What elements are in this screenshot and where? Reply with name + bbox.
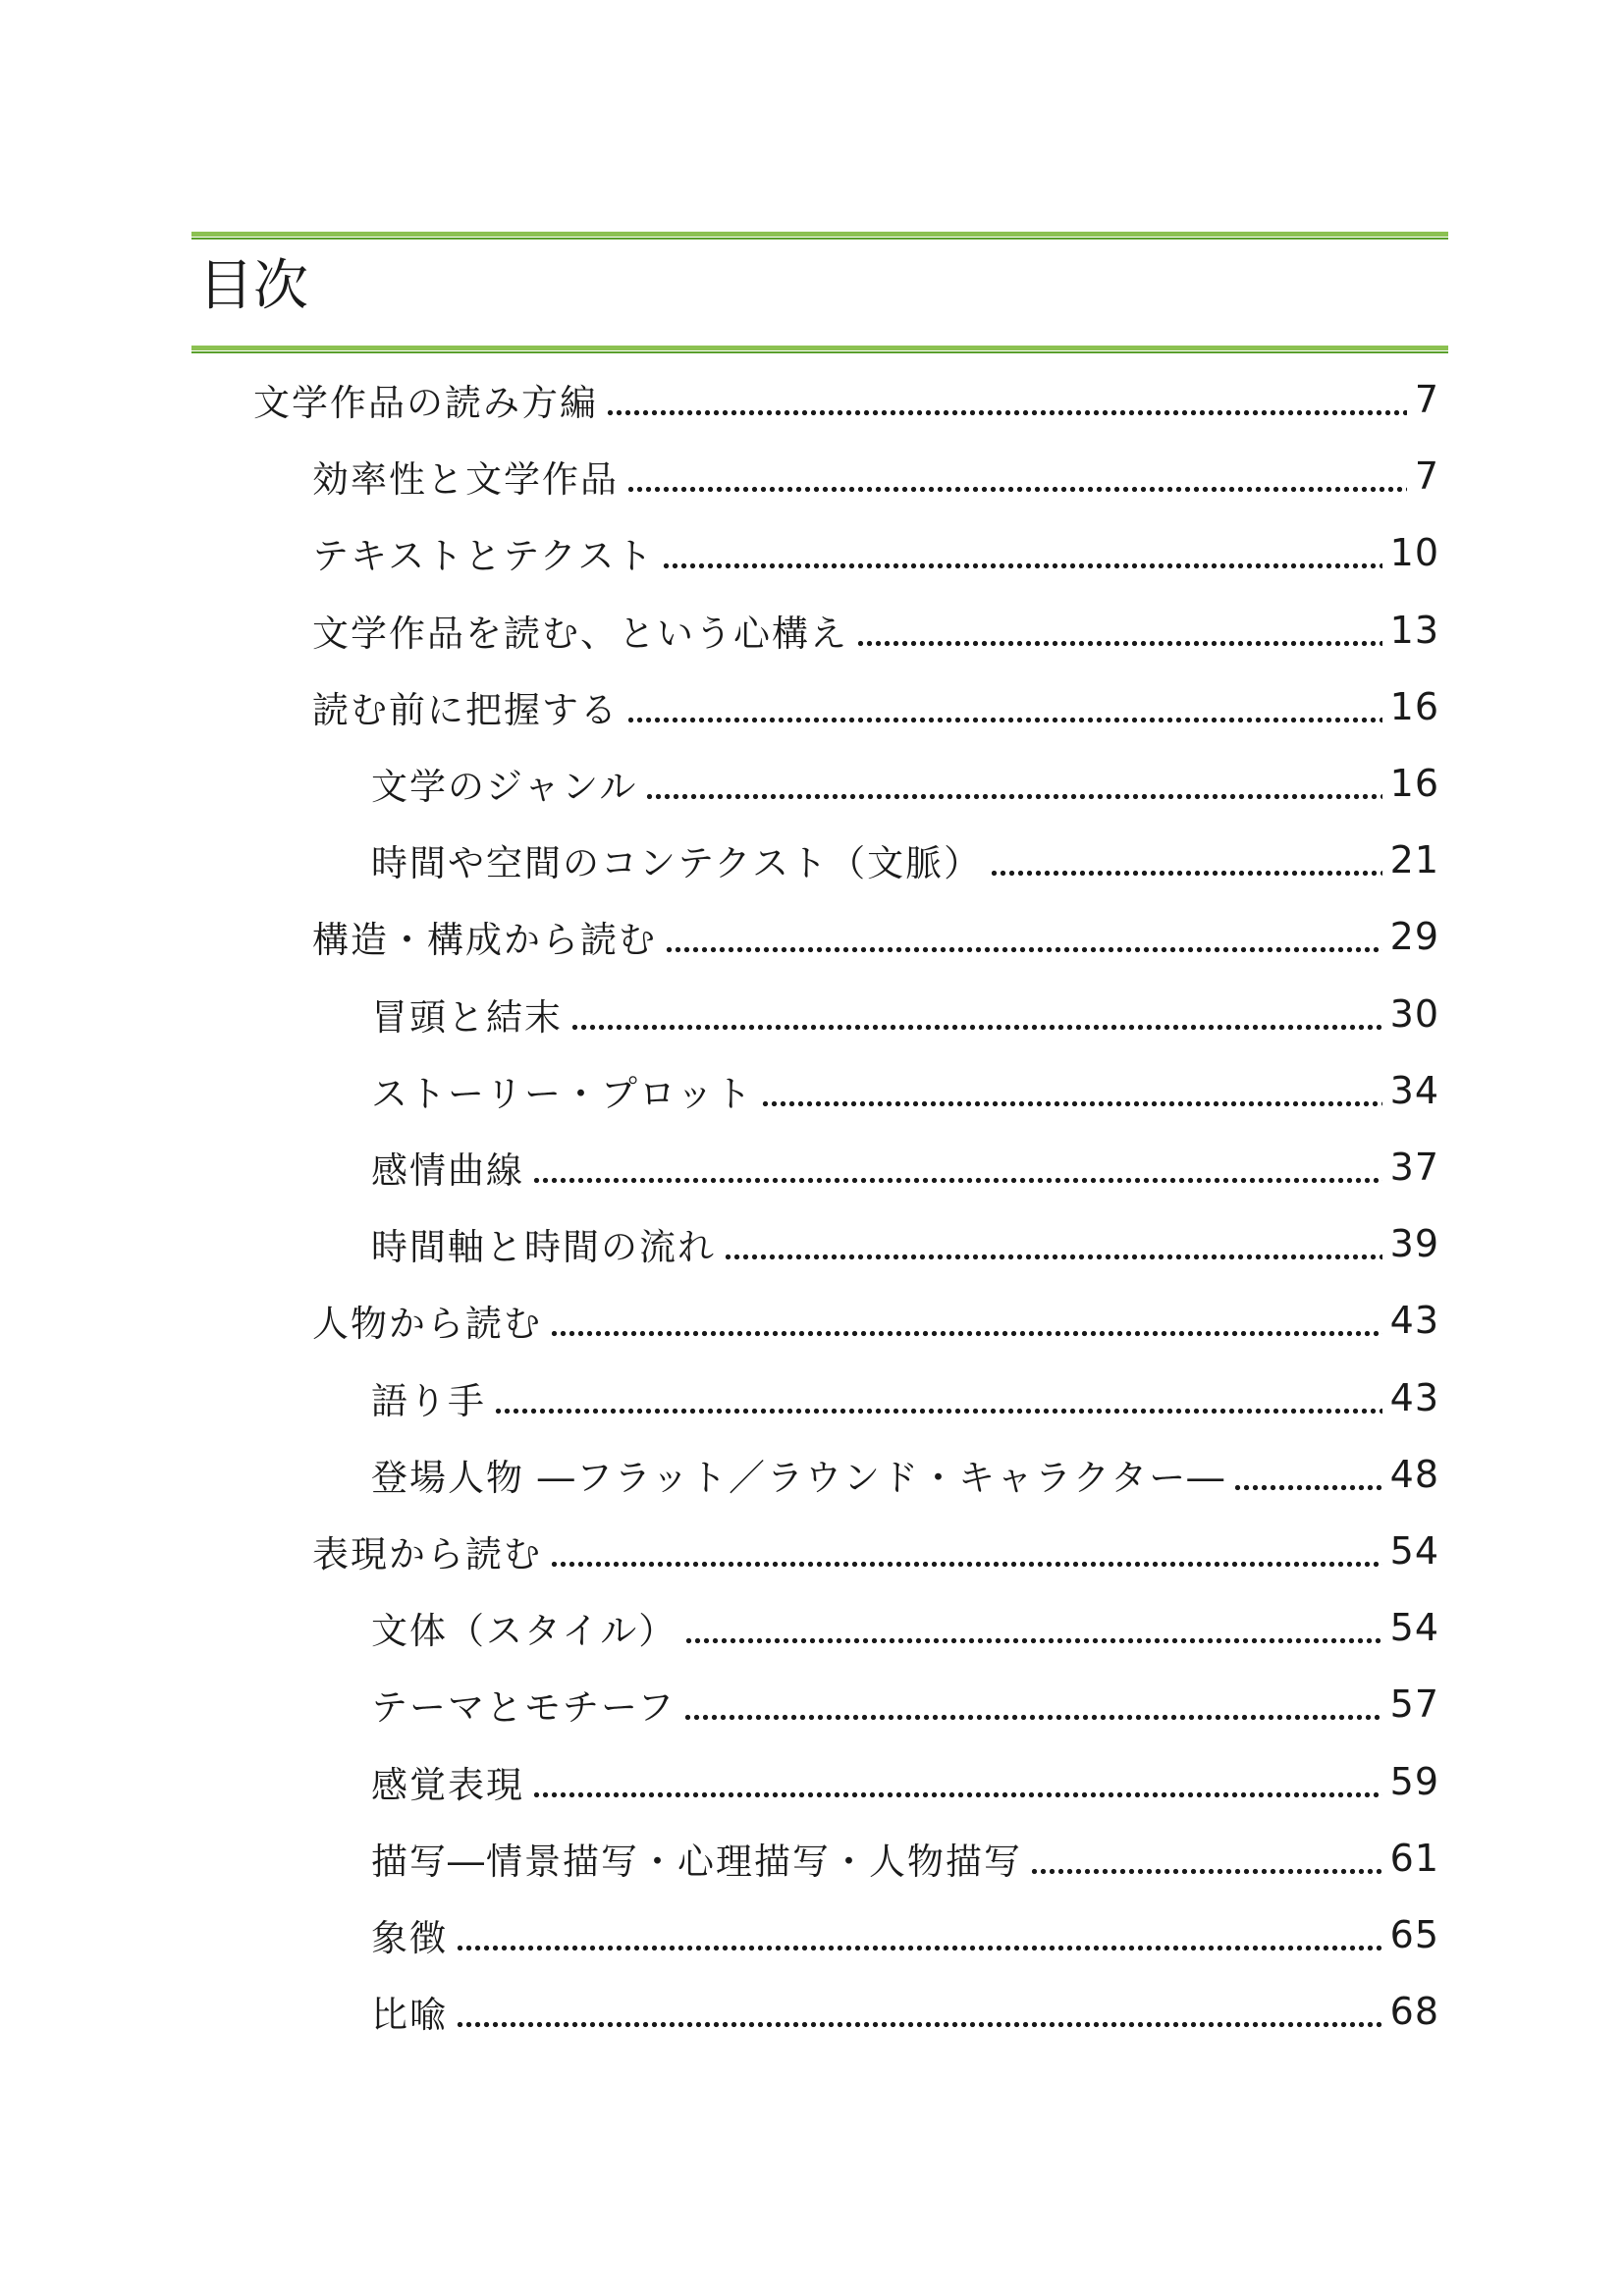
toc-entry[interactable] xyxy=(312,898,1439,975)
toc-entry-page-number: 39 xyxy=(1389,1222,1439,1265)
toc-entry[interactable] xyxy=(312,438,1439,514)
toc-entry-label: 文学作品を読む、という心構え xyxy=(312,613,848,655)
dot-leader xyxy=(1233,1436,1381,1513)
toc-entry-page-number: 43 xyxy=(1389,1299,1439,1342)
toc-entry-page-number: 34 xyxy=(1389,1069,1439,1112)
rule-thin-line xyxy=(191,238,1448,240)
dot-leader xyxy=(532,1129,1382,1205)
toc-entry[interactable] xyxy=(371,822,1439,898)
dot-leader xyxy=(456,1973,1382,2050)
dot-leader xyxy=(550,1282,1382,1359)
toc-entry-label: 文体（スタイル） xyxy=(371,1610,677,1652)
toc-entry-page-number: 65 xyxy=(1389,1913,1439,1956)
toc-entry[interactable] xyxy=(371,1205,1439,1282)
toc-entry-label: 構造・構成から読む xyxy=(312,919,657,961)
heading-bottom-rule xyxy=(191,346,1448,353)
toc-entry-page-number: 30 xyxy=(1389,992,1439,1036)
dot-leader xyxy=(1030,1820,1382,1896)
dot-leader xyxy=(684,1589,1381,1666)
toc-entry-label: 冒頭と結末 xyxy=(371,996,563,1039)
dot-leader xyxy=(990,822,1381,898)
toc-entry[interactable] xyxy=(312,1282,1439,1359)
toc-entry-label: 読む前に把握する xyxy=(312,689,619,731)
dot-leader xyxy=(724,1205,1382,1282)
toc-entry-page-number: 43 xyxy=(1389,1376,1439,1419)
dot-leader xyxy=(626,668,1382,745)
dot-leader xyxy=(550,1513,1382,1589)
toc-entry[interactable] xyxy=(312,1513,1439,1589)
toc-entry-page-number: 54 xyxy=(1389,1606,1439,1649)
toc-entry-label: 描写―情景描写・心理描写・人物描写 xyxy=(371,1841,1022,1883)
toc-entry-page-number: 37 xyxy=(1389,1146,1439,1189)
toc-entry[interactable] xyxy=(371,1820,1439,1896)
toc-entry[interactable] xyxy=(371,1052,1439,1129)
toc-entry-label: 象徴 xyxy=(371,1917,448,1959)
toc-entry-page-number: 68 xyxy=(1389,1990,1439,2033)
toc-entry[interactable] xyxy=(371,1896,1439,1973)
toc-entry-label: 時間や空間のコンテクスト（文脈） xyxy=(371,842,983,884)
toc-entry[interactable] xyxy=(371,1743,1439,1820)
dot-leader xyxy=(626,438,1407,514)
toc-entry-label: 感情曲線 xyxy=(371,1149,524,1192)
toc-entry-page-number: 13 xyxy=(1389,609,1439,652)
toc-entry-page-number: 7 xyxy=(1414,378,1439,421)
toc-entry[interactable] xyxy=(371,1436,1439,1513)
toc-entry[interactable] xyxy=(371,1129,1439,1205)
toc-entry-label: 文学作品の読み方編 xyxy=(253,382,598,424)
toc-entry[interactable] xyxy=(371,1360,1439,1436)
toc-entry-label: 人物から読む xyxy=(312,1303,542,1345)
toc-entry[interactable] xyxy=(371,1589,1439,1666)
toc-entry-label: 語り手 xyxy=(371,1380,486,1422)
dot-leader xyxy=(570,976,1382,1052)
dot-leader xyxy=(494,1360,1382,1436)
toc-entry-page-number: 59 xyxy=(1389,1760,1439,1803)
toc-entry-label: 効率性と文学作品 xyxy=(312,458,619,501)
toc-entry-page-number: 48 xyxy=(1389,1453,1439,1496)
toc-entry[interactable] xyxy=(253,361,1439,438)
toc-entry-page-number: 16 xyxy=(1389,685,1439,728)
toc-entry[interactable] xyxy=(312,514,1439,591)
dot-leader xyxy=(532,1743,1382,1820)
page-title: 目次 xyxy=(198,254,308,318)
heading-top-rule xyxy=(191,232,1448,240)
rule-thick-line xyxy=(191,232,1448,237)
toc-entry-label: 比喩 xyxy=(371,1994,448,2036)
dot-leader xyxy=(683,1666,1381,1742)
toc-entry-label: 文学のジャンル xyxy=(371,766,638,808)
toc-entry-page-number: 29 xyxy=(1389,915,1439,958)
toc-entry-label: テーマとモチーフ xyxy=(371,1686,677,1729)
toc-entry-page-number: 54 xyxy=(1389,1529,1439,1573)
dot-leader xyxy=(665,898,1382,975)
toc-entry-label: ストーリー・プロット xyxy=(371,1073,754,1115)
toc-entry-page-number: 16 xyxy=(1389,762,1439,805)
toc-entry-page-number: 57 xyxy=(1389,1682,1439,1726)
rule-thick-line xyxy=(191,346,1448,350)
rule-thin-line xyxy=(191,351,1448,353)
toc-entry[interactable] xyxy=(312,592,1439,668)
toc-entry[interactable] xyxy=(371,745,1439,822)
dot-leader xyxy=(606,361,1407,438)
toc-entry-label: 時間軸と時間の流れ xyxy=(371,1226,716,1268)
dot-leader xyxy=(761,1052,1381,1129)
dot-leader xyxy=(456,1896,1382,1973)
dot-leader xyxy=(856,592,1382,668)
dot-leader xyxy=(662,514,1381,591)
toc-entry-page-number: 7 xyxy=(1414,454,1439,498)
toc-entry-label: 登場人物 ―フラット／ラウンド・キャラクター― xyxy=(371,1457,1226,1499)
toc-entry-page-number: 61 xyxy=(1389,1837,1439,1880)
toc-entry-page-number: 10 xyxy=(1389,531,1439,574)
toc-entry[interactable] xyxy=(371,1666,1439,1742)
dot-leader xyxy=(645,745,1381,822)
toc-entry-label: 感覚表現 xyxy=(371,1764,524,1806)
toc-entry[interactable] xyxy=(371,1973,1439,2050)
toc-entry[interactable] xyxy=(371,976,1439,1052)
toc-entry-label: 表現から読む xyxy=(312,1533,542,1575)
toc-entry-label: テキストとテクスト xyxy=(312,535,655,577)
toc-entry[interactable] xyxy=(312,668,1439,745)
toc-entry-page-number: 21 xyxy=(1389,838,1439,881)
